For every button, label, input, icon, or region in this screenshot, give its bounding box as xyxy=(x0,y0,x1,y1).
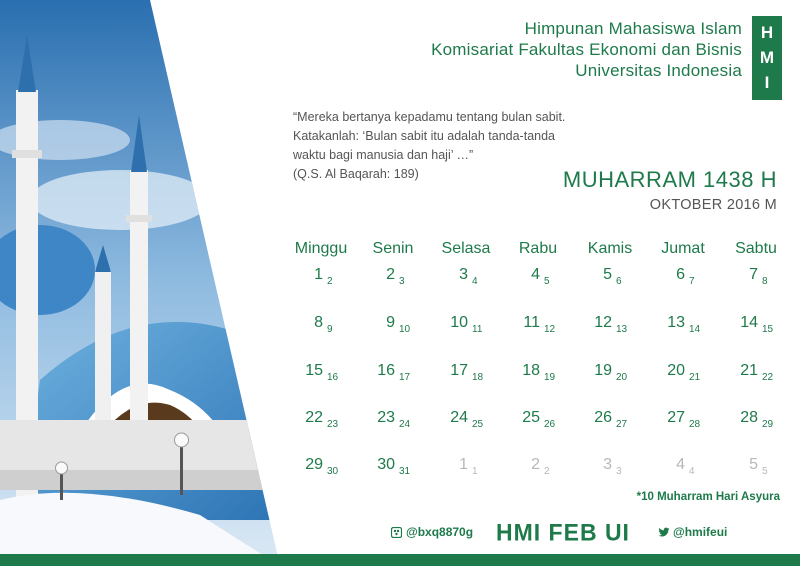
gregorian-date: 2 xyxy=(327,276,333,287)
hijri-date: 29 xyxy=(305,456,323,473)
calendar-day-cell xyxy=(580,362,652,392)
gregorian-date: 22 xyxy=(762,372,774,383)
hmi-logo xyxy=(752,16,782,100)
hijri-date: 3 xyxy=(459,266,468,283)
org-name-line1: Himpunan Mahasiswa Islam xyxy=(524,19,742,38)
calendar-day-cell xyxy=(580,266,652,296)
hijri-date: 2 xyxy=(386,266,395,283)
calendar-day-cell xyxy=(508,456,580,486)
gregorian-date: 1 xyxy=(472,466,478,477)
gregorian-date: 16 xyxy=(327,372,339,383)
logo-letter-i: I xyxy=(764,73,770,92)
calendar-day-cell xyxy=(726,409,798,439)
hijri-date: 2 xyxy=(531,456,540,473)
calendar-day-cell xyxy=(653,362,725,392)
hijri-month-title: MUHARRAM 1438 H xyxy=(562,167,777,192)
calendar-day-cell xyxy=(653,266,725,296)
bbm-pin: @bxq8870g xyxy=(406,525,474,539)
bbm-icon xyxy=(391,527,402,538)
gregorian-date: 4 xyxy=(689,466,695,477)
hijri-date: 16 xyxy=(377,362,395,379)
calendar-day-cell xyxy=(436,456,508,486)
gregorian-date: 3 xyxy=(399,276,405,287)
calendar-day-cell xyxy=(653,409,725,439)
gregorian-date: 11 xyxy=(472,324,483,335)
weekday-jumat: Jumat xyxy=(661,240,705,257)
calendar-day-cell xyxy=(653,456,725,486)
calendar-day-cell xyxy=(436,266,508,296)
gregorian-date: 25 xyxy=(472,419,484,430)
footer-bar xyxy=(0,554,800,566)
hijri-date: 3 xyxy=(603,456,612,473)
gregorian-date: 21 xyxy=(689,372,701,383)
org-name-line2: Komisariat Fakultas Ekonomi dan Bisnis xyxy=(431,40,742,59)
gregorian-date: 7 xyxy=(689,276,695,287)
org-name-line3: Universitas Indonesia xyxy=(575,61,742,80)
calendar-day-cell xyxy=(580,409,652,439)
gregorian-date: 3 xyxy=(616,466,622,477)
gregorian-date: 23 xyxy=(327,419,339,430)
hijri-date: 10 xyxy=(450,314,468,331)
organization-header xyxy=(431,18,742,81)
hijri-date: 28 xyxy=(740,409,758,426)
calendar-day-cell xyxy=(436,314,508,344)
calendar-day-cell xyxy=(291,362,363,392)
hijri-date: 21 xyxy=(740,362,758,379)
calendar-day-cell xyxy=(363,409,435,439)
calendar-day-cell xyxy=(363,456,435,486)
gregorian-date: 13 xyxy=(616,324,628,335)
hijri-date: 1 xyxy=(459,456,468,473)
calendar-day-cell xyxy=(580,456,652,486)
hijri-date: 1 xyxy=(314,266,323,283)
calendar-day-cell xyxy=(363,314,435,344)
hijri-date: 5 xyxy=(749,456,758,473)
hijri-date: 17 xyxy=(450,362,468,379)
bbm-contact xyxy=(391,525,473,539)
hijri-date: 4 xyxy=(676,456,685,473)
weekday-rabu: Rabu xyxy=(518,240,558,257)
hijri-date: 5 xyxy=(603,266,612,283)
calendar-day-cell xyxy=(291,409,363,439)
weekday-selasa: Selasa xyxy=(441,240,491,257)
calendar-day-cell xyxy=(291,456,363,486)
hijri-date: 6 xyxy=(676,266,685,283)
hijri-date: 23 xyxy=(377,409,395,426)
calendar-day-cell xyxy=(726,362,798,392)
hijri-date: 13 xyxy=(667,314,685,331)
gregorian-month-title: OKTOBER 2016 M xyxy=(649,197,777,213)
calendar-day-cell xyxy=(363,266,435,296)
hijri-date: 25 xyxy=(522,409,540,426)
calendar-day-cell xyxy=(508,409,580,439)
gregorian-date: 6 xyxy=(616,276,622,287)
gregorian-date: 5 xyxy=(544,276,550,287)
twitter-handle: @hmifeui xyxy=(673,525,728,539)
hijri-date: 22 xyxy=(305,409,323,426)
calendar-day-cell xyxy=(508,266,580,296)
hijri-date: 26 xyxy=(594,409,612,426)
calendar-day-cell xyxy=(508,362,580,392)
gregorian-date: 20 xyxy=(616,372,628,383)
hijri-date: 14 xyxy=(740,314,758,331)
twitter-contact xyxy=(658,525,727,539)
calendar-day-cell xyxy=(726,456,798,486)
calendar-day-cell xyxy=(580,314,652,344)
weekday-minggu: Minggu xyxy=(294,240,348,257)
calendar-day-cell xyxy=(653,314,725,344)
hijri-date: 11 xyxy=(523,314,540,331)
logo-letter-m: M xyxy=(759,48,775,67)
calendar-day-cell xyxy=(508,314,580,344)
twitter-icon xyxy=(658,527,669,538)
quote-line: waktu bagi manusia dan haji’ …” xyxy=(293,148,474,162)
hijri-date: 24 xyxy=(450,409,468,426)
gregorian-date: 14 xyxy=(689,324,701,335)
gregorian-date: 2 xyxy=(544,466,550,477)
gregorian-date: 29 xyxy=(762,419,774,430)
calendar-day-cell xyxy=(363,362,435,392)
hijri-date: 15 xyxy=(305,362,323,379)
gregorian-date: 8 xyxy=(762,276,768,287)
gregorian-date: 9 xyxy=(327,324,333,335)
gregorian-date: 26 xyxy=(544,419,556,430)
quote-line: Katakanlah: ‘Bulan sabit itu adalah tanda-tanda xyxy=(293,129,555,143)
hijri-date: 12 xyxy=(594,314,612,331)
hijri-date: 9 xyxy=(386,314,395,331)
calendar-day-cell xyxy=(436,409,508,439)
hijri-date: 27 xyxy=(667,409,685,426)
weekday-sabtu: Sabtu xyxy=(735,240,777,257)
hijri-date: 30 xyxy=(377,456,395,473)
gregorian-date: 12 xyxy=(544,324,556,335)
hijri-date: 7 xyxy=(749,266,758,283)
hijri-date: 20 xyxy=(667,362,685,379)
hijri-date: 4 xyxy=(531,266,540,283)
gregorian-date: 27 xyxy=(616,419,628,430)
hijri-date: 19 xyxy=(594,362,612,379)
gregorian-date: 18 xyxy=(472,372,484,383)
hijri-date: 8 xyxy=(314,314,323,331)
gregorian-date: 10 xyxy=(399,324,411,335)
calendar-day-cell xyxy=(436,362,508,392)
gregorian-date: 17 xyxy=(399,372,411,383)
logo-letter-h: H xyxy=(760,23,774,42)
quote-line: “Mereka bertanya kepadamu tentang bulan sabit. xyxy=(293,110,566,124)
gregorian-date: 15 xyxy=(762,324,774,335)
calendar-day-cell xyxy=(291,314,363,344)
gregorian-date: 19 xyxy=(544,372,556,383)
gregorian-date: 28 xyxy=(689,419,701,430)
ashura-note: *10 Muharram Hari Asyura xyxy=(636,491,780,503)
gregorian-date: 5 xyxy=(762,466,768,477)
weekday-senin: Senin xyxy=(372,240,414,257)
calendar-day-cell xyxy=(726,266,798,296)
gregorian-date: 4 xyxy=(472,276,478,287)
gregorian-date: 31 xyxy=(399,466,411,477)
gregorian-date: 24 xyxy=(399,419,411,430)
brand-wordmark: HMI FEB UI xyxy=(496,518,630,546)
quote-source: (Q.S. Al Baqarah: 189) xyxy=(293,167,419,181)
gregorian-date: 30 xyxy=(327,466,339,477)
calendar-day-cell xyxy=(726,314,798,344)
weekday-kamis: Kamis xyxy=(587,240,633,257)
hijri-date: 18 xyxy=(522,362,540,379)
calendar-day-cell xyxy=(291,266,363,296)
